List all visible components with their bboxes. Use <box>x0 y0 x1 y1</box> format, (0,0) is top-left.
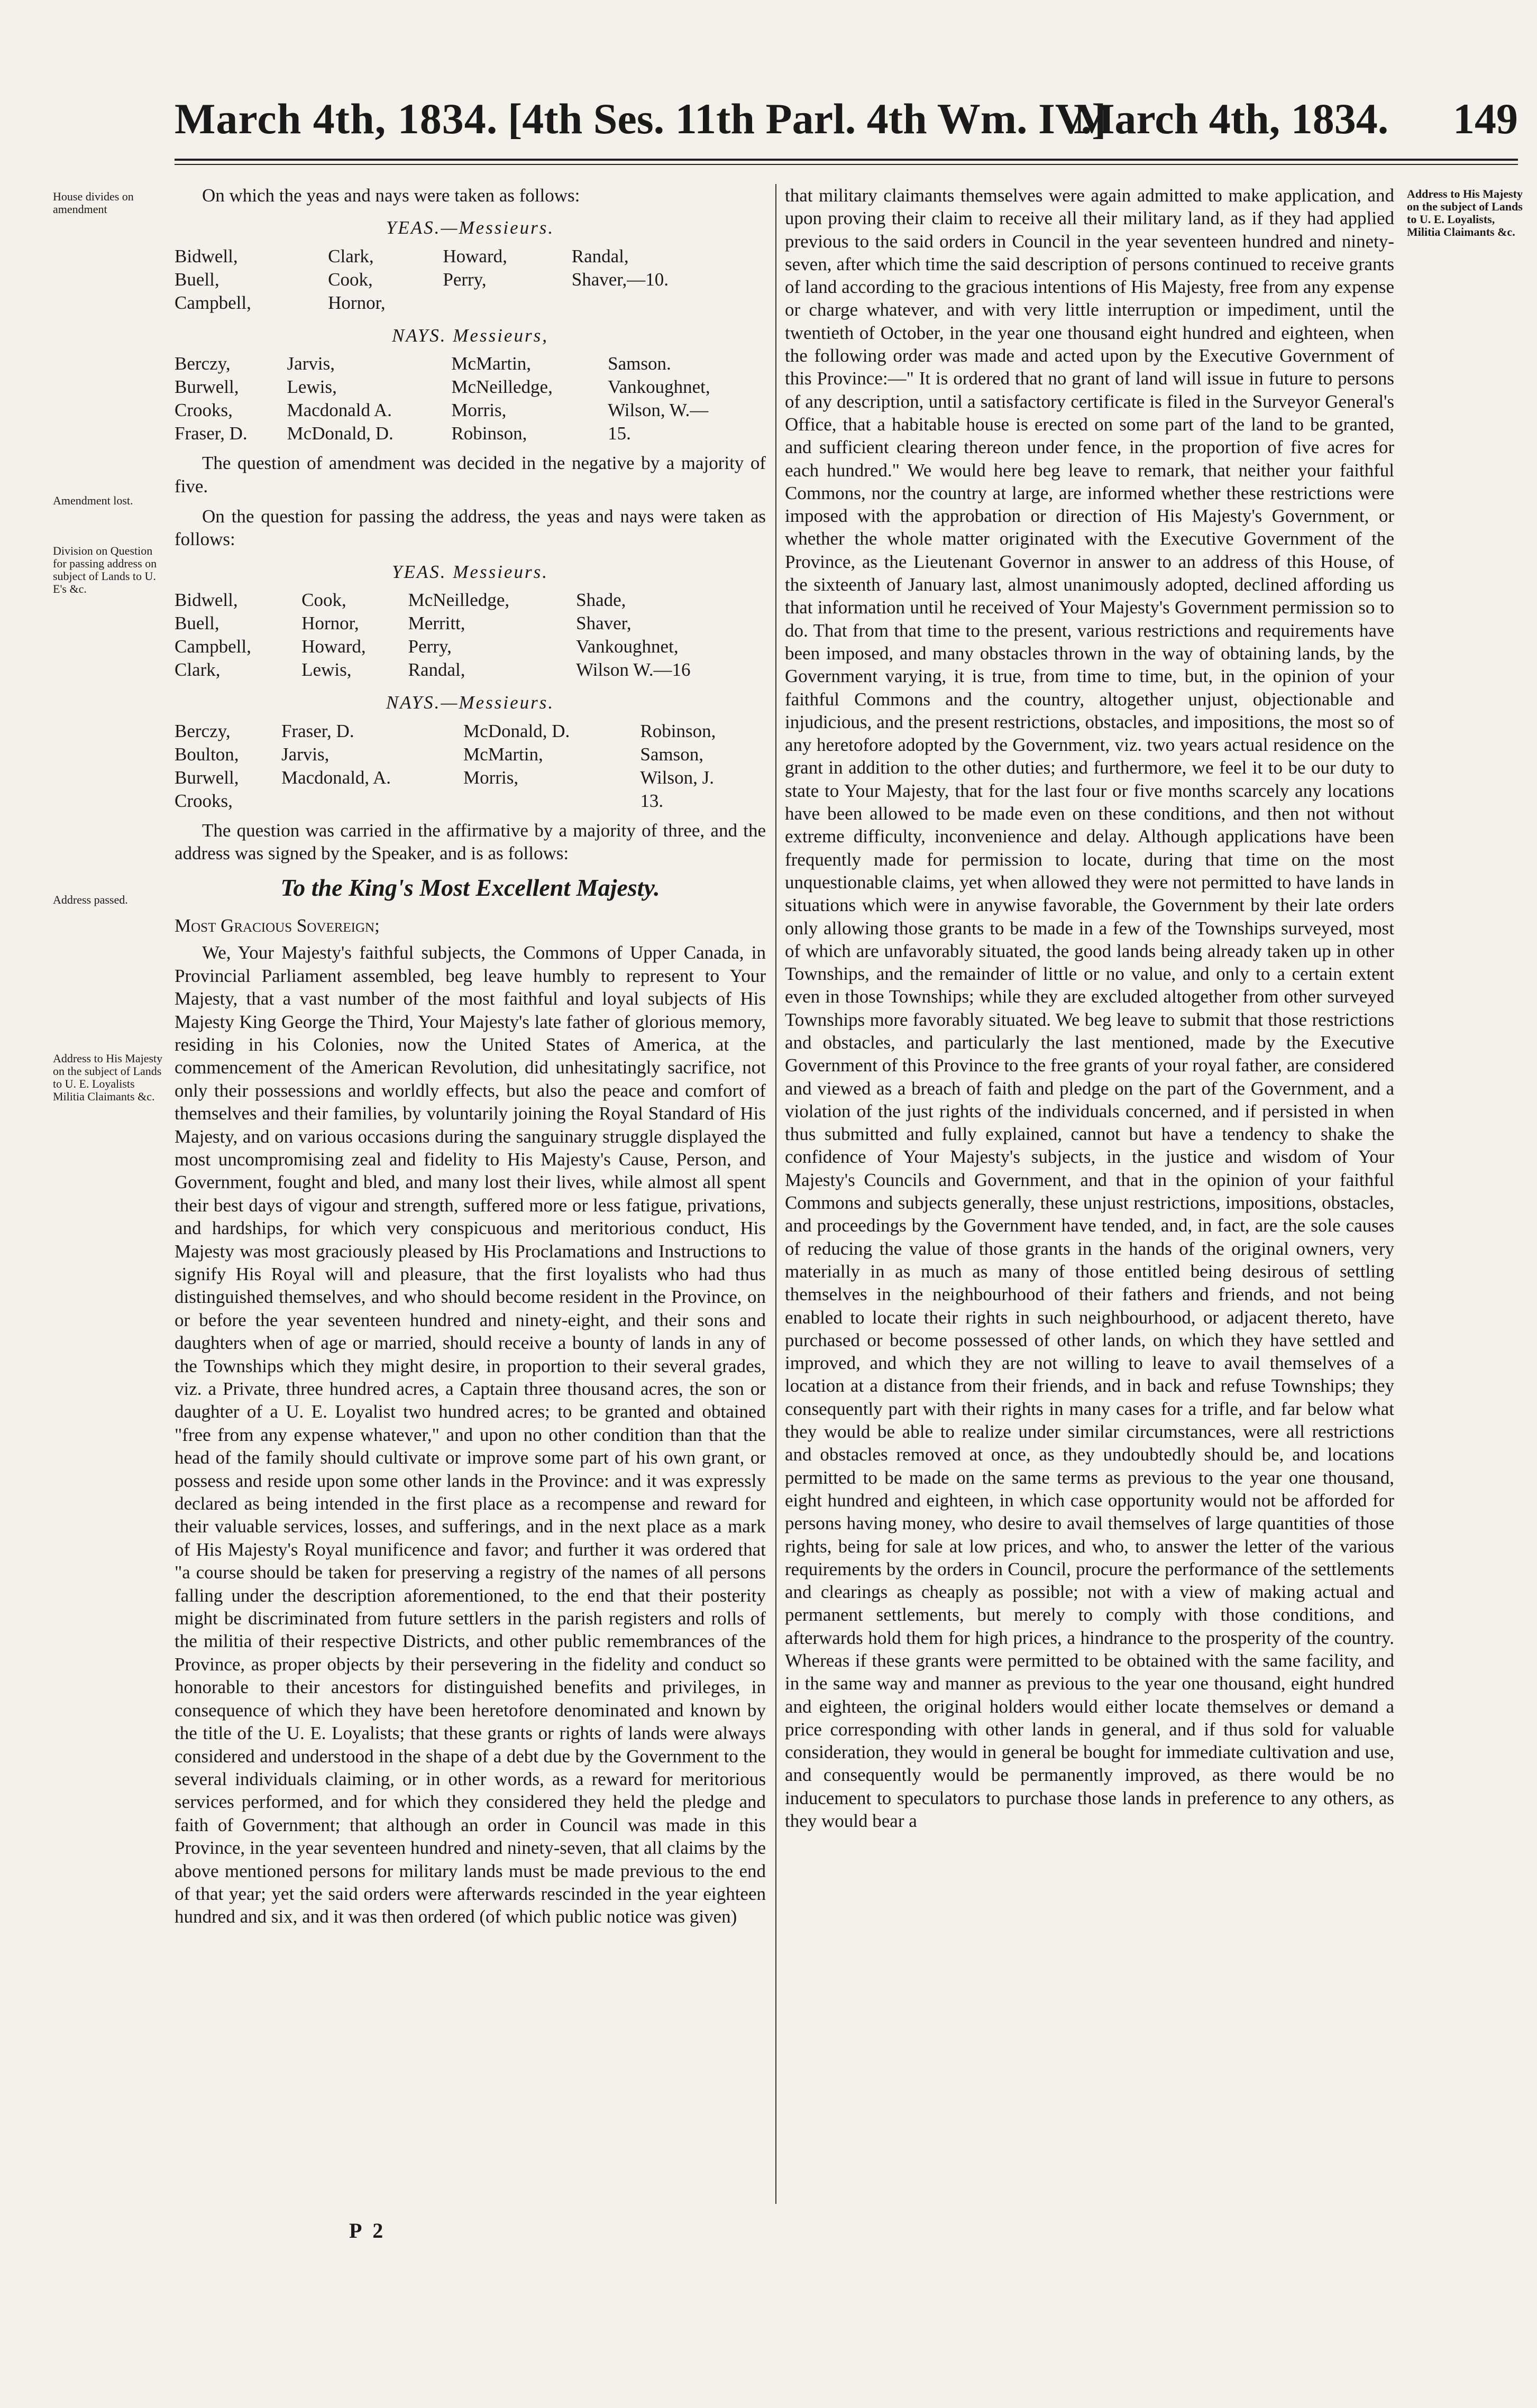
table-row <box>175 720 766 743</box>
address-body-left: We, Your Majesty's faithful subjects, the Commons of Upper Canada, in Provincial Parliament assembled, beg leave humbly to represent to Your Majesty, that a vast number of the most faithful and loyal subjects of His Majesty King George the Third, Your Majesty's late father of glorious memory, residing in his Colonies, now the United States of America, at the commencement of the American Revolution, did unhesitatingly sacrifice, not only their possessions and worldly effects, but also the peace and comfort of themselves and their families, by voluntarily joining the Royal Standard of His Majesty, and on various occasions during the sanguinary struggle displayed the most uncompromising zeal and fidelity to His Majesty's Cause, Person, and Government, fought and bled, and many lost their lives, while almost all spent their best days of vigour and strength, suffered more or less fatigue, privations, and hardships, for which very conspicuous and meritorious conduct, His Majesty was most graciously pleased by His Proclamations and Instructions to signify His Royal will and pleasure, that the first loyalists who had thus distinguished themselves, and who should become resident in the Province, on or before the year seventeen hundred and ninety-eight, and their sons and daughters when of age or married, should receive a bounty of lands in any of the Townships which they might desire, in proportion to their several grades, viz. a Private, three hundred acres, a Captain three thousand acres, the son or daughter of a U. E. Loyalist two hundred acres; to be granted and obtained "free from any expense whatever," and upon no other condition than that the head of the family should cultivate or improve some part of his own grant, or possess and reside upon some other lands in the Province: and it was expressly declared as being intended in the first place as a recompense and reward for their valuable services, losses, and sufferings, and in the next place as a mark of His Majesty's Royal munificence and favor; and further it was ordered that "a course should be taken for preserving a registry of the names of all persons falling under the description aforementioned, to the end that their posterity might be discriminated from future settlers in the parish registers and rolls of the militia of their respective Districts, and other public remembrances of the Province, as proper objects by their persevering in the fidelity and conduct so honorable to their ancestors for distinguished benefits and privileges, in consequence of which they have been heretofore denominated and known by the title of the U. E. Loyalists; that these grants or rights of lands were always considered and understood in the shape of a debt due by the Government to the several individuals claiming, or in other words, as a reward for meritorious services performed, and for which they considered they held the pledge and faith of Government; that although an order in Council was made in this Province, in the year seventeen hundred and ninety-seven, that all claims by the above mentioned persons for military lands must be made previous to the end of that year; yet the said orders were afterwards rescinded in the year eighteen hundred and six, and it was then ordered (of which public notice was given) <box>175 942 766 1927</box>
name-cell: Randal, <box>408 659 465 681</box>
name-cell: Morris, <box>451 400 507 421</box>
name-cell: Buell, <box>175 269 219 290</box>
name-cell: Wilson W.—16 <box>576 659 691 681</box>
table-row <box>175 245 766 268</box>
name-cell: Buell, <box>175 613 219 634</box>
name-cell: Berczy, <box>175 720 231 741</box>
margin-note-address-to-majesty: Address to His Majesty on the subject of Lands to U. E. Loyalists Militia Claimants &c. <box>53 1052 163 1103</box>
table-row <box>175 635 766 658</box>
name-cell <box>281 789 463 813</box>
name-cell: Shaver, <box>576 613 632 634</box>
name-cell: Robinson, <box>640 720 716 741</box>
name-cell: Cook, <box>328 269 373 290</box>
nays-table-1 <box>175 352 766 445</box>
name-cell: Perry, <box>443 269 487 290</box>
name-cell: 15. <box>608 423 631 444</box>
header-date-right: March 4th, 1834. <box>1074 95 1389 143</box>
name-cell: Vankoughnet, <box>608 376 710 398</box>
table-row <box>175 375 766 399</box>
name-cell: Shaver,—10. <box>571 269 669 290</box>
margin-note-division: Division on Question for passing address on subject of Lands to U. E's &c. <box>53 544 157 595</box>
name-cell: McDonald, D. <box>287 423 394 444</box>
name-cell: Morris, <box>463 767 519 788</box>
name-cell: Jarvis, <box>281 743 330 765</box>
signature-mark: P 2 <box>349 2219 387 2242</box>
name-cell: Berczy, <box>175 353 231 374</box>
name-cell: Lewis, <box>287 376 337 398</box>
name-cell <box>443 291 571 315</box>
name-cell: Samson. <box>608 353 671 374</box>
name-cell: Merritt, <box>408 613 465 634</box>
name-cell: Howard, <box>301 636 366 657</box>
left-column <box>175 184 766 1928</box>
header-rule-thin <box>175 164 1518 165</box>
name-cell: Macdonald A. <box>287 400 392 421</box>
name-cell: Fraser, D. <box>281 720 354 741</box>
page-number: 149 <box>1453 95 1518 143</box>
name-cell: Bidwell, <box>175 590 238 611</box>
nays-table-2 <box>175 720 766 813</box>
table-row <box>175 789 766 813</box>
name-cell: Jarvis, <box>287 353 335 374</box>
name-cell: Robinson, <box>451 423 527 444</box>
name-cell: Crooks, <box>175 790 233 811</box>
table-row <box>175 612 766 635</box>
table-row <box>175 399 766 422</box>
name-cell: Bidwell, <box>175 245 238 266</box>
table-row <box>175 658 766 682</box>
table-row <box>175 422 766 445</box>
name-cell: Burwell, <box>175 767 239 788</box>
name-cell: Crooks, <box>175 400 233 421</box>
name-cell: Shade, <box>576 590 626 611</box>
name-cell: Howard, <box>443 245 507 266</box>
name-cell: Boulton, <box>175 743 239 765</box>
address-title: To the King's Most Excellent Majesty. <box>280 874 660 902</box>
table-row <box>175 268 766 291</box>
name-cell: Campbell, <box>175 292 251 313</box>
name-cell <box>463 789 640 813</box>
table-row <box>175 352 766 375</box>
name-cell: Vankoughnet, <box>576 636 679 657</box>
nays-heading-1: NAYS. Messieurs, <box>392 325 548 346</box>
name-cell: Fraser, D. <box>175 423 248 444</box>
name-cell: Perry, <box>408 636 452 657</box>
name-cell: 13. <box>640 790 664 811</box>
name-cell: Wilson, J. <box>640 767 714 788</box>
column-divider <box>775 184 776 2204</box>
header-session: [4th Ses. 11th Parl. 4th Wm. IV.] <box>508 95 1106 143</box>
name-cell: Lewis, <box>301 659 352 681</box>
name-cell: Samson, <box>640 743 704 765</box>
table-row <box>175 743 766 766</box>
name-cell: Wilson, W.— <box>608 400 709 421</box>
carried-text: The question was carried in the affirmative by a majority of three, and the address was signed by the Speaker, and is as follows: <box>175 820 766 864</box>
amendment-result: The question of amendment was decided in the negative by a majority of five. <box>175 453 766 497</box>
nays-heading-2: NAYS.—Messieurs. <box>386 692 555 713</box>
name-cell: Macdonald, A. <box>281 767 391 788</box>
name-cell: McMartin, <box>451 353 532 374</box>
margin-note-house-divides: House divides on amendment <box>53 190 134 216</box>
name-cell: Hornor, <box>301 613 359 634</box>
division-intro: On the question for passing the address, the yeas and nays were taken as follows: <box>175 506 766 550</box>
table-row <box>175 589 766 612</box>
name-cell: Clark, <box>328 245 374 266</box>
name-cell: McNeilledge, <box>408 590 510 611</box>
margin-note-right: Address to His Majesty on the subject of Lands to U. E. Loyalists, Militia Claimants &c. <box>1407 187 1523 238</box>
yeas-table-1 <box>175 245 766 315</box>
name-cell: Cook, <box>301 590 346 611</box>
salutation: Most Gracious Sovereign; <box>175 915 380 936</box>
right-column <box>785 184 1394 1832</box>
name-cell: Clark, <box>175 659 221 681</box>
name-cell: Burwell, <box>175 376 239 398</box>
yeas-nays-intro: On which the yeas and nays were taken as follows: <box>202 185 580 206</box>
name-cell: McMartin, <box>463 743 543 765</box>
yeas-heading-2: YEAS. Messieurs. <box>392 561 548 582</box>
margin-note-amendment-lost: Amendment lost. <box>53 494 133 507</box>
address-body-right: that military claimants themselves were again admitted to make application, and upon proving their claim to receive all their military land, as if they had applied previous to the said orders in Council in the year seventeen hundred and ninety-seven, after which time the said description of persons continued to receive grants of land according to the gracious intentions of His Majesty, free from any expense or charge whatever, and with very little interruption or impediment, until the twentieth of October, in the year one thousand eight hundred and eighteen, when the following order was made and acted upon by the Executive Government of this Province:—" It is ordered that no grant of land will issue in future to persons of any description, until a satisfactory certificate is filed in the Surveyor General's Office, that a habitable house is erected on some part of the land to be granted, and sufficient clearing thereon under fence, in the proportion of five acres for each hundred." We would here beg leave to remark, that neither your faithful Commons, nor the country at large, are informed whether these restrictions were imposed with the approbation or direction of His Majesty's Government, or whether the whole matter originated with the Executive Government of the Province, as the Lieutenant Governor in answer to an address of this House, of the sixteenth of January last, almost unanimously adopted, declined affording us that information until he received of Your Majesty's Government permission so to do. That from that time to the present, various restrictions and requirements have been imposed, and many obstacles thrown in the way of obtaining lands, by the Government varying, it is true, from time to time, but, in the opinion of your faithful Commons and the country, altogether unjust, objectionable and injudicious, and the present restrictions, obstacles, and impositions, the most so of any heretofore adopted by the Government, viz. two years actual residence on the grant in addition to the other duties; and furthermore, we feel it to be our duty to state to Your Majesty, that for the last four or five months scarcely any locations have been allowed to be made even on these conditions, and then not without extreme difficulty, inconvenience and delay. Although applications have been frequently made for permission to locate, during that time on the most unquestionable claims, yet when allowed they were not permitted to have lands in situations which were in anywise favorable, the Government by their late orders only allowing those grants to be made in a few of the Townships surveyed, most of which are unfavorably situated, the good lands being already taken up in other Townships, and the remainder of little or no value, and only to a certain extent even in those Townships; while they are excluded altogether from other surveyed Townships more favorably situated. We beg leave to submit that those restrictions and obstacles, and particularly the last mentioned, made by the Executive Government of this Province to the free grants of your royal father, are considered and viewed as a breach of faith and pledge on the part of the Government, and a violation of the just rights of the individuals concerned, and if persisted in when thus submitted and fully explained, cannot but have a tendency to shake the confidence of Your Majesty's subjects, in the justice and wisdom of Your Majesty's Councils and Government, and that in the opinion of your faithful Commons and subjects generally, these unjust restrictions, impositions, obstacles, and proceedings by the Government have tended, and, in fact, are the sole causes of reducing the value of those grants in the hands of the original owners, very materially in as much as many of those entitled being desirous of settling themselves in the neighbourhood of their fathers and friends, and not being enabled to locate their rights in such neighbourhood, or adjacent thereto, have purchased or become possessed of other lands, on which they have settled and improved, and which they are not willing to leave to avail themselves of a location at a distance from their friends, and in back and refuse Townships; they consequently part with their rights in many cases for a trifle, and far below what they would be able to realize under similar circumstances, were all restrictions and obstacles removed at once, as they undoubtedly should be, and locations permitted to be made on the same terms as previous to the year one thousand, eight hundred and eighteen, in which case opportunity would not be afforded for persons having money, who desire to avail themselves of large quantities of those rights, being for sale at low prices, and who, to answer the letter of the various requirements by the orders in Council, procure the performance of the settlements and clearings as cheaply as possible; not with a view of making actual and permanent settlements, but merely to comply with those conditions, and afterwards hold them for high prices, a hindrance to the prosperity of the country. Whereas if these grants were permitted to be obtained with the same facility, and in the same way and manner as previous to the year one thousand, eight hundred and eighteen, the original holders would either locate themselves or demand a price corresponding with other lands in general, and if thus sold for valuable consideration, they would in general be bought for immediate cultivation and use, and consequently would be permanently improved, as there would be no inducement to speculators to purchase those lands in preference to any others, as they would bear a <box>785 185 1394 1832</box>
table-row <box>175 291 766 315</box>
name-cell: Hornor, <box>328 292 386 313</box>
name-cell: McNeilledge, <box>451 376 553 398</box>
page-header <box>175 94 1518 152</box>
header-date-left: March 4th, 1834. <box>175 95 498 143</box>
name-cell: Campbell, <box>175 636 251 657</box>
name-cell <box>572 291 766 315</box>
yeas-table-2 <box>175 589 766 682</box>
table-row <box>175 766 766 789</box>
name-cell: Randal, <box>571 245 629 266</box>
yeas-heading-1: YEAS.—Messieurs. <box>386 217 555 238</box>
margin-note-address-passed: Address passed. <box>53 893 128 906</box>
header-rule <box>175 159 1518 161</box>
name-cell: McDonald, D. <box>463 720 570 741</box>
